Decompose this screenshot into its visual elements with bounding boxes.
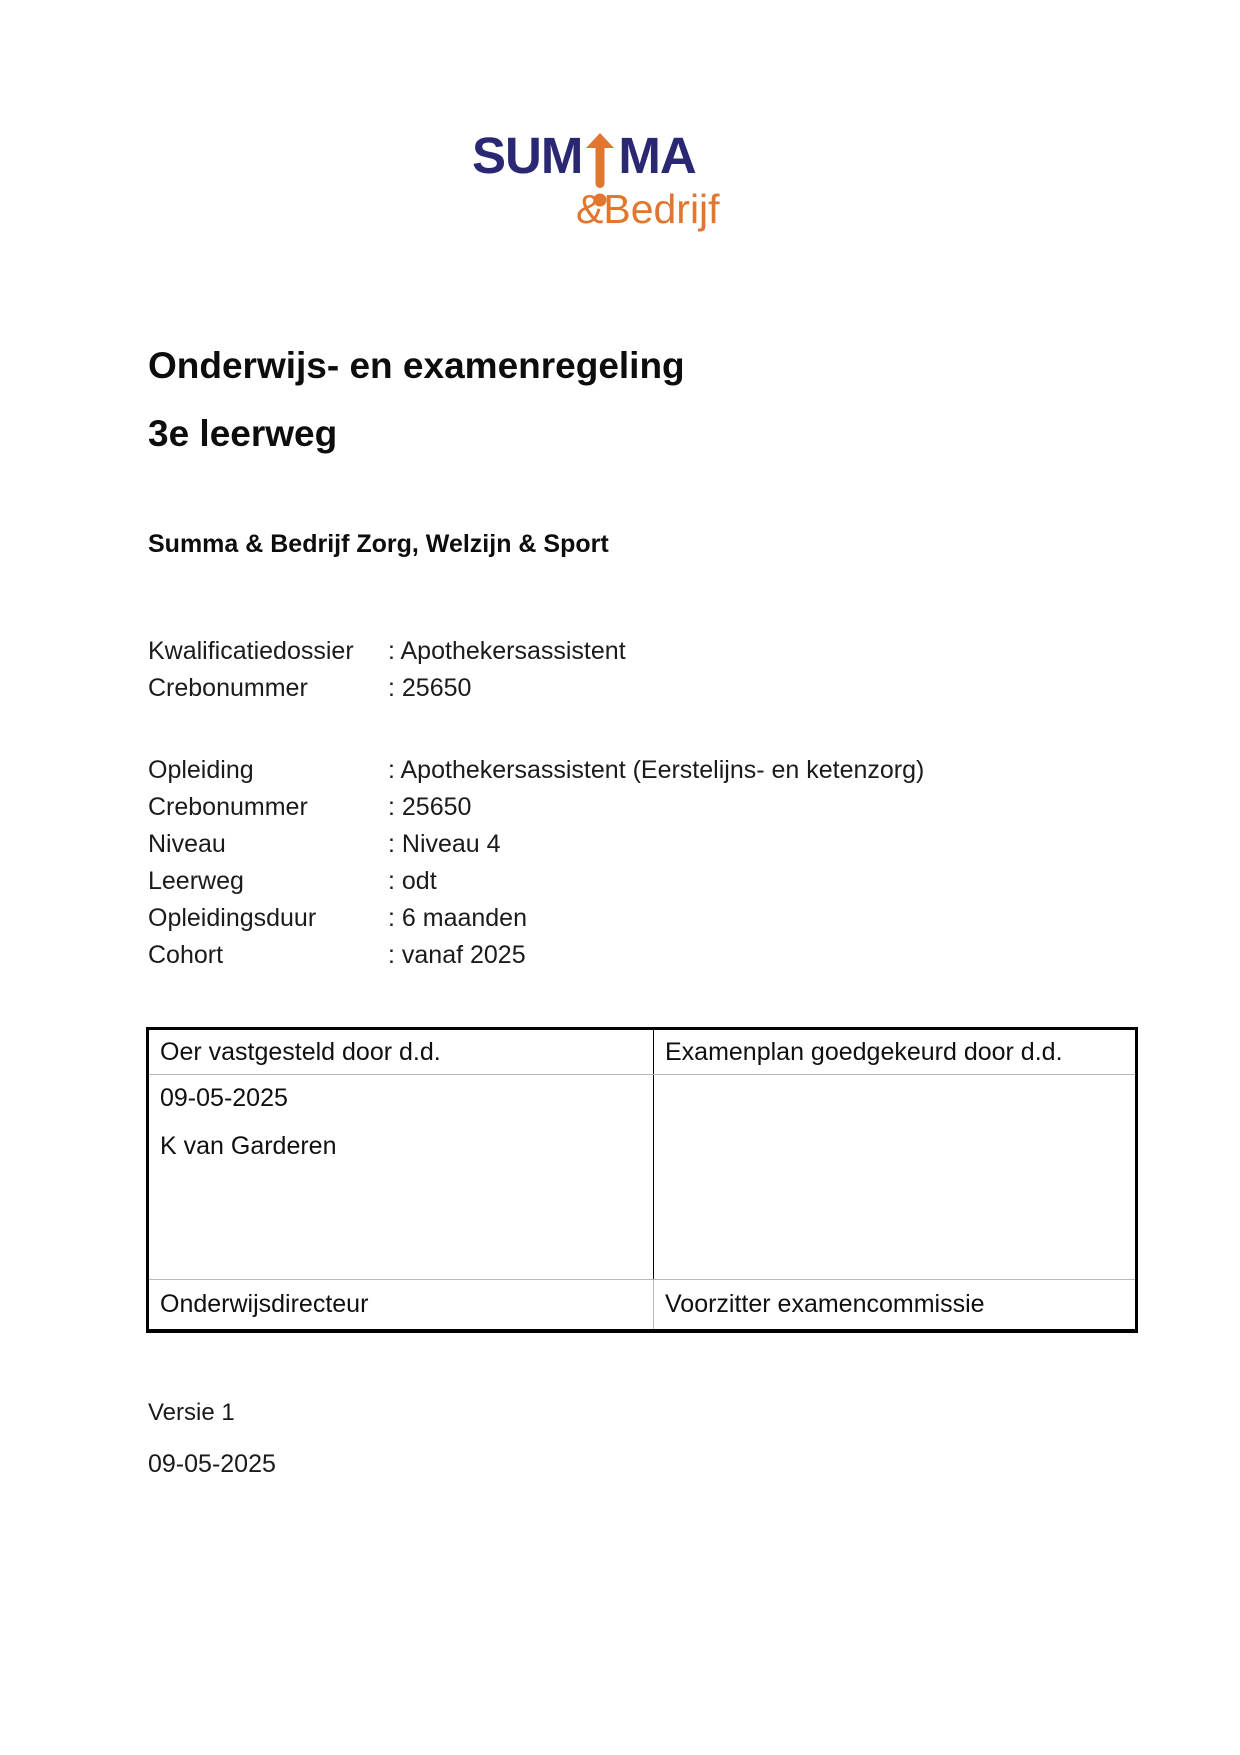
kv-value: : Apothekersassistent (Eerstelijns- en ketenzorg) — [388, 756, 925, 784]
kv-label: Opleidingsduur — [148, 904, 317, 932]
table-header-row — [148, 1029, 1137, 1075]
logo-word-part1: SUM — [472, 127, 583, 184]
signoff-name: K van Garderen — [160, 1132, 337, 1160]
table-header-examenplan: Examenplan goedgekeurd door d.d. — [654, 1029, 1137, 1075]
kv-label: Opleiding — [148, 756, 254, 784]
kv-label: Leerweg — [148, 867, 244, 895]
qualification-details — [148, 633, 626, 707]
table-footer-onderwijsdirecteur: Onderwijsdirecteur — [148, 1280, 654, 1332]
organization-name: Summa & Bedrijf Zorg, Welzijn & Sport — [148, 530, 609, 558]
kv-value: : odt — [388, 867, 437, 895]
version-date: 09-05-2025 — [148, 1450, 276, 1478]
kv-label: Crebonummer — [148, 674, 308, 702]
program-details — [148, 752, 924, 974]
table-header-oer: Oer vastgesteld door d.d. — [148, 1029, 654, 1075]
kv-value: : 6 maanden — [388, 904, 527, 932]
page-subtitle: 3e leerweg — [148, 413, 338, 454]
kv-value: : Niveau 4 — [388, 830, 501, 858]
table-footer-voorzitter: Voorzitter examencommissie — [665, 1290, 985, 1318]
table-cell-examenplan-signoff — [654, 1075, 1137, 1280]
logo-word-part2: MA — [618, 127, 696, 184]
table-footer-row — [148, 1280, 1137, 1332]
kv-value: : 25650 — [388, 674, 472, 702]
table-body-row — [148, 1075, 1137, 1280]
kv-label: Kwalificatiedossier — [148, 637, 354, 665]
logo-tagline: &Bedrijf — [576, 186, 720, 232]
kv-label: Crebonummer — [148, 793, 308, 821]
table-cell-oer-signoff — [148, 1075, 654, 1280]
kv-value: : 25650 — [388, 793, 472, 821]
page-title: Onderwijs- en examenregeling — [148, 345, 685, 386]
version-label: Versie 1 — [148, 1399, 235, 1426]
kv-value: : vanaf 2025 — [388, 941, 526, 969]
kv-value: : Apothekersassistent — [388, 637, 626, 665]
signoff-date: 09-05-2025 — [160, 1084, 288, 1112]
approval-table — [146, 1027, 1138, 1333]
kv-label: Cohort — [148, 941, 224, 969]
kv-label: Niveau — [148, 830, 226, 858]
